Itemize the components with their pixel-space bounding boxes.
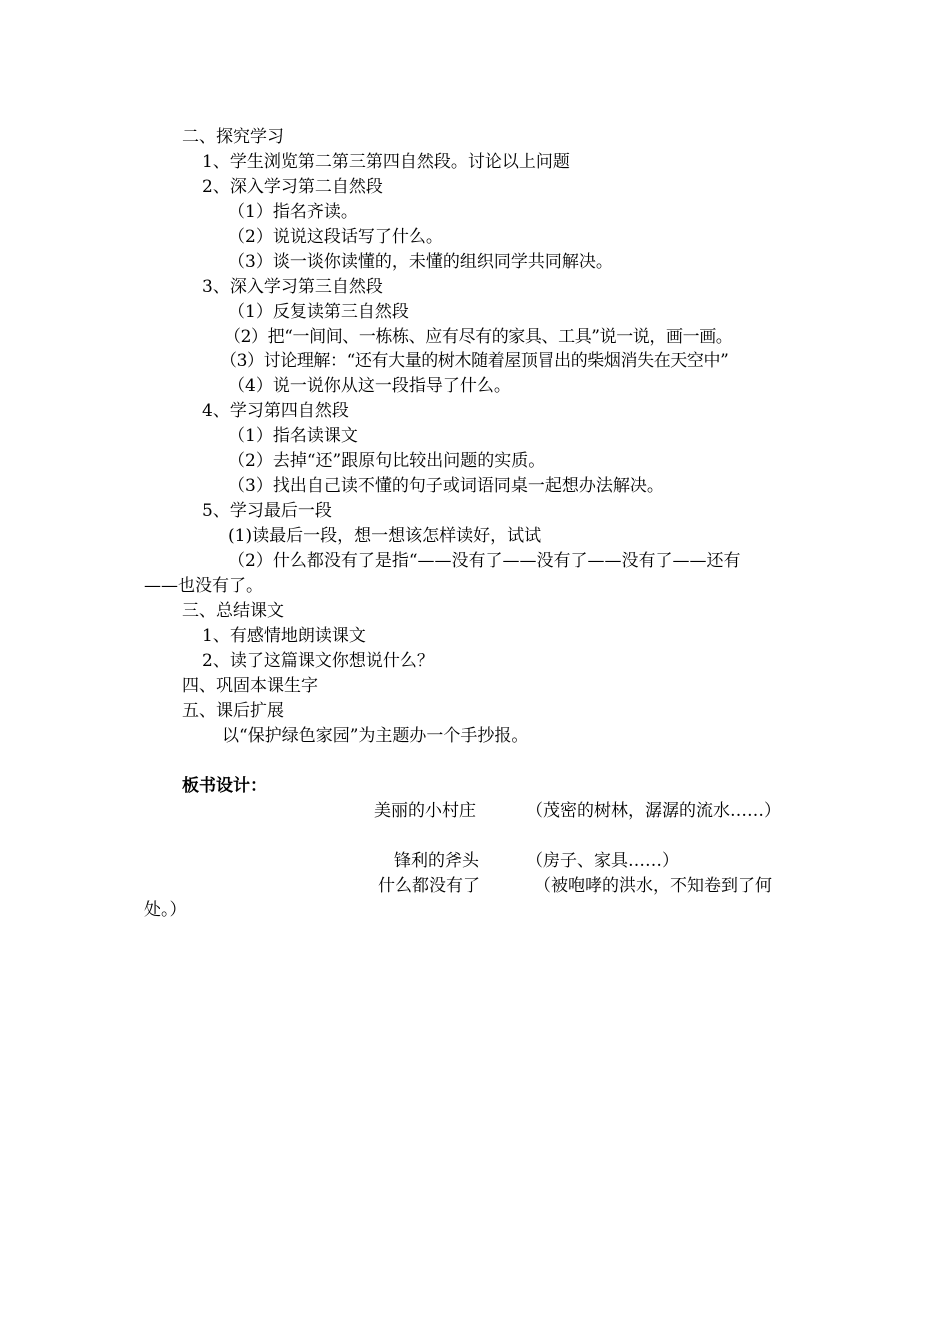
- list-item: (1)读最后一段，想一想该怎样读好，试试: [228, 526, 542, 546]
- list-item: （3）谈一谈你读懂的，未懂的组织同学共同解决。: [228, 252, 613, 272]
- list-item-continuation: ——也没有了。: [144, 576, 263, 596]
- list-item: （2）说说这段话写了什么。: [228, 227, 443, 247]
- board-row-right: （茂密的树林，潺潺的流水……）: [526, 801, 781, 821]
- list-item: （3）找出自己读不懂的句子或词语同桌一起想办法解决。: [228, 476, 664, 496]
- list-item: 3、深入学习第三自然段: [202, 277, 383, 297]
- board-row-left: 什么都没有了: [378, 876, 480, 896]
- section-heading-summary: 三、总结课文: [182, 601, 284, 621]
- list-item: （2）去掉“还”跟原句比较出问题的实质。: [228, 451, 546, 471]
- list-item: （1）反复读第三自然段: [228, 302, 409, 322]
- list-item: （2）把“一间间、一栋栋、应有尽有的家具、工具”说一说，画一画。: [224, 327, 733, 347]
- list-item: 2、深入学习第二自然段: [202, 177, 383, 197]
- list-item: （4）说一说你从这一段指导了什么。: [228, 376, 511, 396]
- list-item: 5、学习最后一段: [202, 501, 332, 521]
- section-heading-characters: 四、巩固本课生字: [182, 676, 318, 696]
- list-item: 1、学生浏览第二第三第四自然段。讨论以上问题: [202, 152, 570, 172]
- list-item: 1、有感情地朗读课文: [202, 626, 366, 646]
- board-row-left: 美丽的小村庄: [374, 801, 476, 821]
- section-heading-inquiry: 二、探究学习: [182, 127, 284, 147]
- list-item: （3）讨论理解：“还有大量的树木随着屋顶冒出的柴烟消失在天空中”: [220, 351, 729, 371]
- list-item: 2、读了这篇课文你想说什么？: [202, 651, 434, 671]
- extension-text: 以“保护绿色家园”为主题办一个手抄报。: [222, 726, 529, 746]
- list-item: （1）指名齐读。: [228, 202, 358, 222]
- list-item: （1）指名读课文: [228, 426, 358, 446]
- board-design-heading: 板书设计：: [182, 776, 267, 796]
- board-row-left: 锋利的斧头: [394, 851, 479, 871]
- board-row-right: （房子、家具……）: [526, 851, 679, 871]
- board-row-right: （被咆哮的洪水，不知卷到了何: [534, 876, 772, 896]
- board-row-continuation: 处。）: [144, 900, 187, 920]
- list-item: 4、学习第四自然段: [202, 401, 349, 421]
- list-item: （2）什么都没有了是指“——没有了——没有了——没有了——还有: [228, 551, 741, 571]
- section-heading-extension: 五、课后扩展: [182, 701, 284, 721]
